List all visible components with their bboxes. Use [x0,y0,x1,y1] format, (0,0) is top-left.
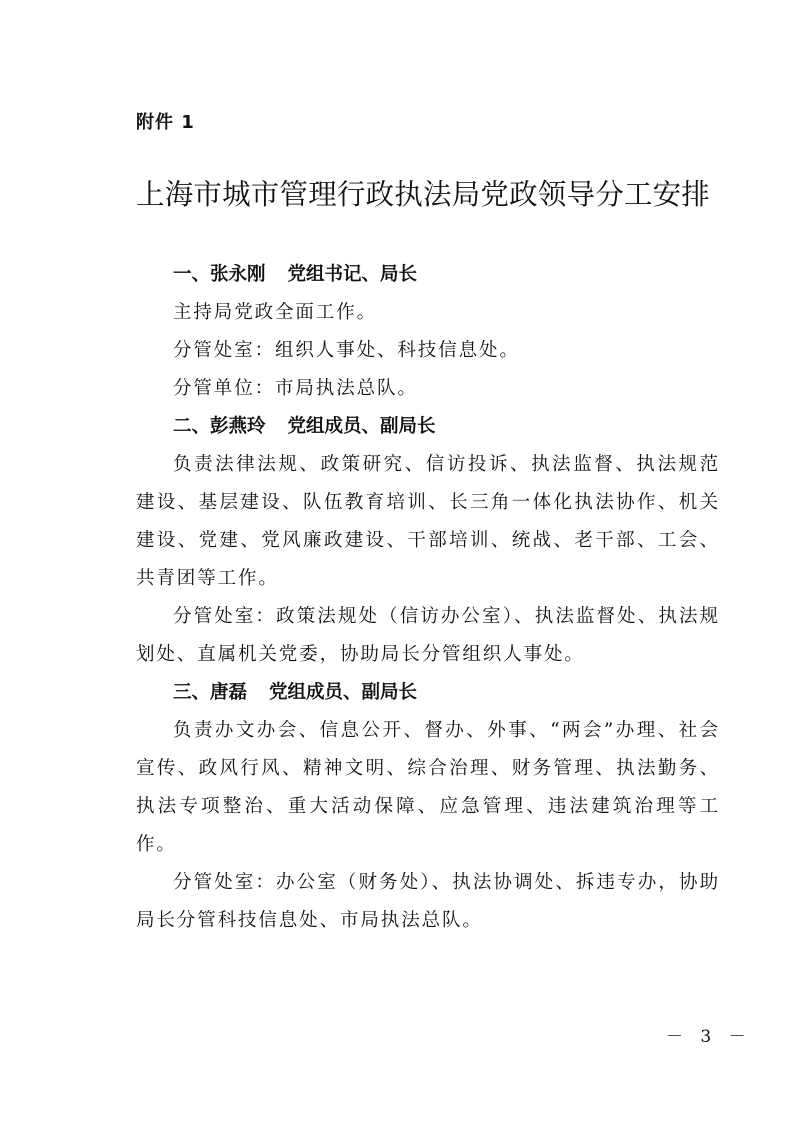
section-leader-role: 党组成员、副局长 [269,682,418,703]
section-paragraph: 主持局党政全面工作。 [173,302,378,323]
document-body [136,256,720,940]
section-leader-name: 三、唐磊 [173,682,248,703]
section-paragraph: 分管处室：组织人事处、科技信息处。 [173,340,520,361]
section-heading [136,256,720,294]
section-leader-name: 二、彭燕玲 [173,416,266,437]
page-number: － 3 － [666,1027,752,1047]
section-leader-name: 一、张永刚 [173,264,266,285]
section-paragraph: 负责法律法规、政策研究、信访投诉、执法监督、执法规范建设、基层建设、队伍教育培训、长三角一体化执法协作、机关建设、党建、党风廉政建设、干部培训、统战、老干部、工会、共青团等工作。 [136,454,720,589]
section-paragraph: 负责办文办会、信息公开、督办、外事、“两会”办理、社会宣传、政风行风、精神文明、综合治理、财务管理、执法勤务、执法专项整治、重大活动保障、应急管理、违法建筑治理等工作。 [136,720,720,855]
section-paragraph: 分管处室：政策法规处（信访办公室）、执法监督处、执法规划处、直属机关党委，协助局长分管组织人事处。 [136,606,720,665]
section-leader-role: 党组书记、局长 [287,264,418,285]
section-heading [136,674,720,712]
attachment-label: 附件 1 [136,112,195,133]
section-paragraph: 分管处室：办公室（财务处）、执法协调处、拆违专办，协助局长分管科技信息处、市局执法总队。 [136,872,720,931]
document-title: 上海市城市管理行政执法局党政领导分工安排 [136,178,711,211]
section-paragraph: 分管单位：市局执法总队。 [173,378,418,399]
section-leader-role: 党组成员、副局长 [287,416,436,437]
section-heading [136,408,720,446]
